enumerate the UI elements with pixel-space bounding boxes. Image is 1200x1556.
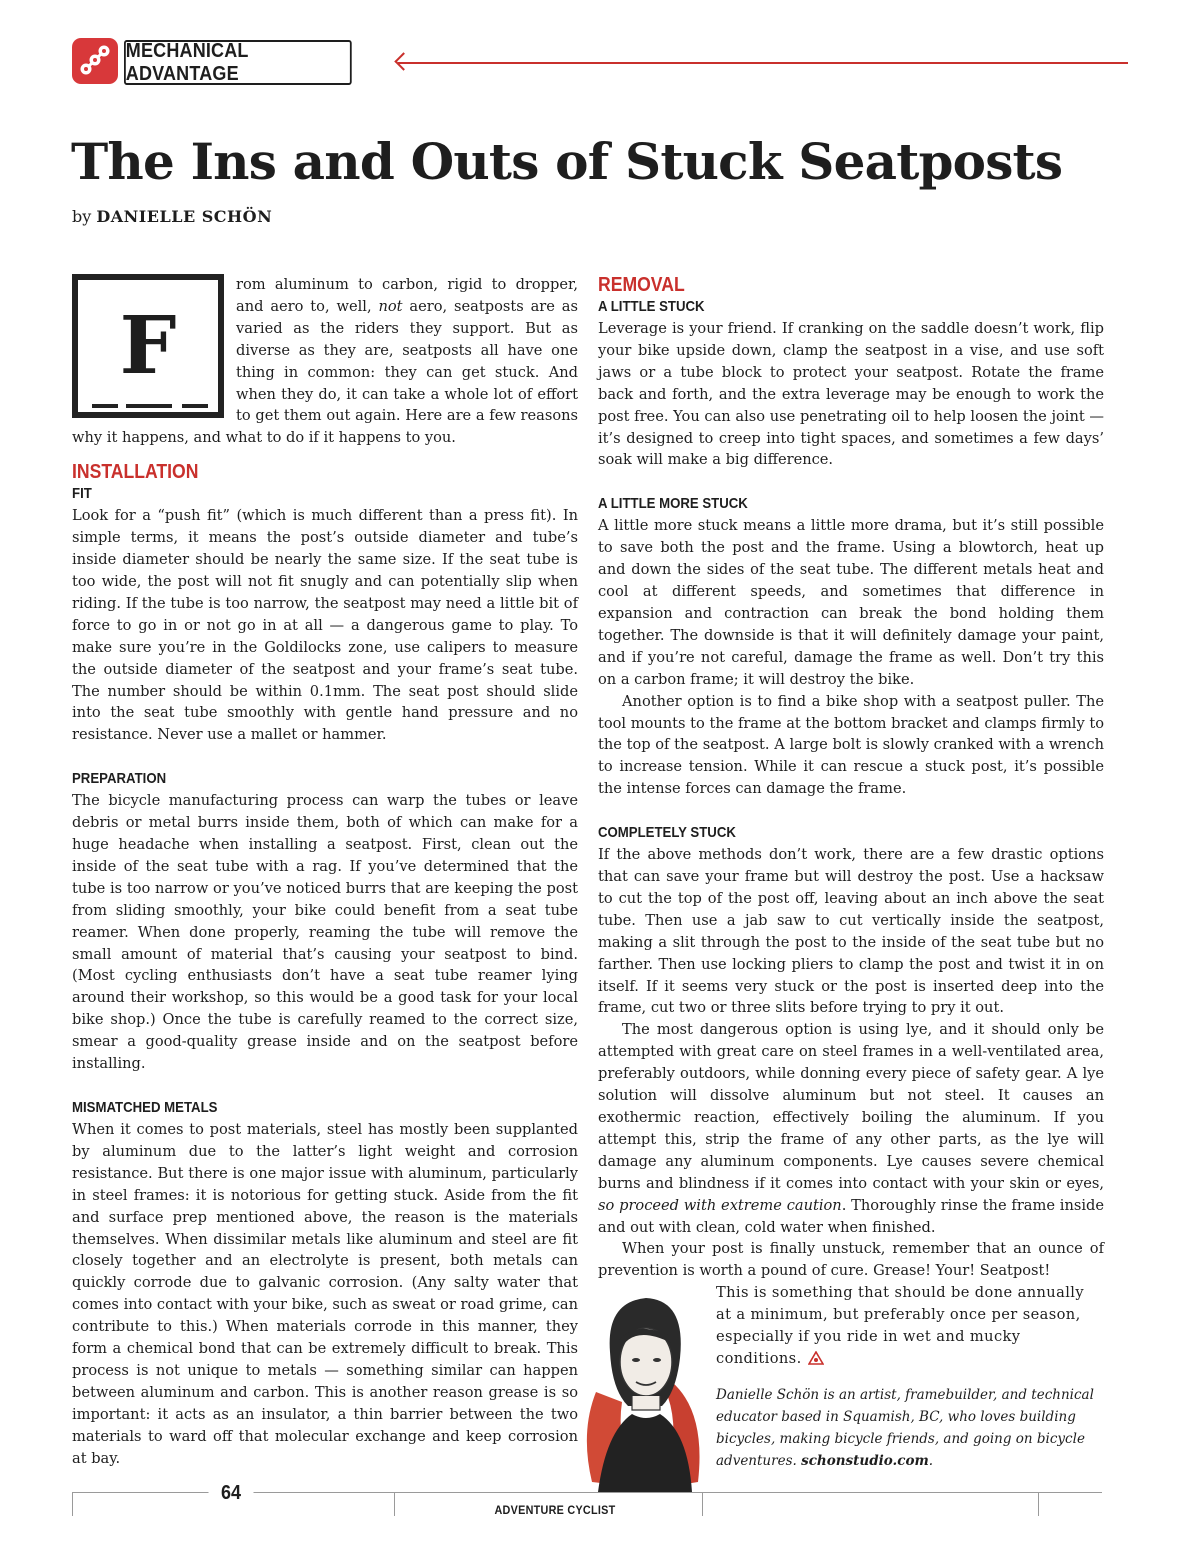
little-stuck-text: Leverage is your friend. If cranking on the saddle doesn’t work, flip your bike upside down, clamp the seatpost in a vise, and use soft jaws or a tube block to protect your seatpost. Rotate the frame back and forth, and the extra leverage may be enough to work the post free. You can also use penetrating oil to help loosen the joint — it’s designed to creep into tight spaces, and sometimes a few days’ soak will make a big difference. (598, 320, 1104, 469)
author-bio: Danielle Schön is an artist, framebuilder, and technical educator based in Squamish, BC, who loves building bicycles, making bicycle friends, and going on bicycle adventures. schonstudio.com. (716, 1386, 1094, 1469)
right-column (598, 274, 1104, 1492)
installation-heading: INSTALLATION (72, 461, 199, 484)
fit-heading: FIT (72, 485, 92, 503)
removal-heading: REMOVAL (598, 274, 685, 296)
dropcap (72, 274, 226, 420)
intro-paragraph: rom aluminum to carbon, rigid to dropper, and aero to, well, not aero, seatposts are as varied as the riders they support. But as diverse as they are, seatposts all have one thing in common: they can get stuck. And when they do, it can take a whole lot of effort to get them out again. Here are a few reasons why it happens, and what to do if it happens to you. (72, 276, 578, 447)
article-title: The Ins and Outs of Stuck Seatposts (71, 132, 1063, 191)
closing-text-a: When your post is finally unstuck, remember that an ounce of prevention is worth a pound of cure. Grease! Your! Seatpost! (598, 1240, 1104, 1280)
fit-text: Look for a “push fit” (which is much different than a press fit). In simple terms, it means the post’s outside diameter and tube’s inside diameter should be nearly the same size. If the seat tube is too wide, the post will not fit snugly and can potentially slip when riding. If the tube is too narrow, the seatpost may need a little bit of force to go in or not go in at all — a dangerous game to play. To make sure you’re in the Goldilocks zone, use calipers to measure the outside diameter of the seatpost and your frame’s seat tube. The number should be within 0.1mm. The seat post should slide into the seat tube smoothly with gentle hand pressure and no resistance. Never use a mallet or hammer. (72, 507, 578, 744)
completely-stuck-heading: COMPLETELY STUCK (598, 824, 736, 842)
section-tag: MECHANICAL ADVANTAGE (124, 40, 352, 85)
dropcap-letter: F (119, 298, 177, 392)
preparation-text: The bicycle manufacturing process can warp the tubes or leave debris or metal burrs inside them, both of which can make for a huge headache when installing a seatpost. First, clean out the inside of the seat tube with a rag. If you’ve determined that the tube is too narrow or you’ve noticed burrs that are keeping the post from sliding smoothly, your bike could benefit from a seat tube reamer. When done properly, reaming the tube will remove the small amount of material that’s causing your seatpost to bind. (Most cycling enthusiasts don’t have a seat tube reamer lying around their workshop, so this would be a good task for your local bike shop.) Once the tube is carefully reamed to the correct size, smear a good-quality grease inside and on the seatpost before installing. (72, 792, 578, 1073)
more-stuck-heading: A LITTLE MORE STUCK (598, 495, 748, 513)
more-stuck-text-1: A little more stuck means a little more drama, but it’s still possible to save both the post and the frame. Using a blowtorch, heat up and down the sides of the seat tube. The different metals heat and cool at different speeds, and sometimes that difference in expansion and contraction can break the bond holding them together. The downside is that it will definitely damage your paint, and if you’re not careful, damage the frame as well. Don’t try this on a carbon frame; it will destroy the bike. (598, 517, 1104, 688)
mismatched-text: When it comes to post materials, steel has mostly been supplanted by aluminum due to the latter’s light weight and corrosion resistance. But there is one major issue with aluminum, particularly in steel frames: it is notorious for getting stuck. Aside from the fit and surface prep mentioned above, the reason is the materials themselves. When dissimilar metals like aluminum and steel are fit closely together and an electrolyte is present, both metals can quickly corrode due to galvanic corrosion. (Any salty water that comes into contact with your bike, such as sweat or road grime, can contribute to this.) When materials corrode in this manner, they form a chemical bond that can be extremely difficult to break. This process is not unique to metals — something similar can happen between aluminum and carbon. This is another reason grease is so important: it acts as an insulator, a thin barrier between the two materials to ward off that molecular exchange and keep corrosion at bay. (72, 1121, 578, 1467)
author-website-link[interactable]: schonstudio.com (801, 1452, 929, 1469)
completely-stuck-text-1: If the above methods don’t work, there are a few drastic options that can save your frame but will destroy the post. Use a hacksaw to cut the top of the post off, leaving about an inch above the seat tube. Then use a jab saw to cut vertically inside the seatpost, making a slit through the post to the inside of the seat tube but no farther. Then use locking pliers to clamp the post and twist it in on itself. If it seems very stuck or the post is inserted deep into the frame, cut two or three slits before trying to pry it out. (598, 846, 1104, 1017)
bike-chain-icon (72, 38, 118, 84)
section-logo (72, 38, 118, 84)
left-column (72, 274, 578, 1470)
byline-prefix: by (72, 207, 92, 226)
mismatched-heading: MISMATCHED METALS (72, 1099, 218, 1116)
header-rule (398, 62, 1128, 64)
byline (72, 207, 272, 226)
completely-stuck-text-2: The most dangerous option is using lye, and it should only be attempted with great care on steel frames in a well-ventilated area, preferably outdoors, while donning every piece of safety gear. A lye solution will dissolve aluminum but not steel. It causes an exothermic reaction, effectively boiling the aluminum. If you attempt this, strip the frame of any other parts, as the lye will damage any aluminum components. Lye causes severe chemical burns and blindness if it comes into contact with your skin or eyes, so proceed with extreme caution. Thoroughly rinse the frame inside and out with clean, cold water when finished. (598, 1021, 1104, 1236)
footer-tick (72, 1492, 73, 1516)
preparation-heading: PREPARATION (72, 770, 167, 788)
footer-tick (702, 1492, 703, 1516)
page-number: 64 (209, 1482, 254, 1505)
end-mark-icon (808, 1351, 824, 1365)
magazine-name: ADVENTURE CYCLIST (494, 1503, 616, 1517)
author-portrait (576, 1282, 712, 1492)
little-stuck-heading: A LITTLE STUCK (598, 298, 705, 315)
arrow-left-icon (394, 52, 412, 70)
closing-text-b: This is something that should be done annually at a minimum, but preferably once per season, especially if you ride in wet and mucky conditions. (716, 1284, 1084, 1367)
more-stuck-text-2: Another option is to find a bike shop with a seatpost puller. The tool mounts to the frame at the bottom bracket and clamps firmly to the top of the seatpost. A large bolt is slowly cranked with a wrench to increase tension. While it can rescue a stuck post, it’s possible the intense forces can damage the frame. (598, 692, 1104, 798)
footer-tick (1038, 1492, 1039, 1516)
footer-tick (394, 1492, 395, 1516)
author-name: DANIELLE SCHÖN (96, 207, 273, 226)
